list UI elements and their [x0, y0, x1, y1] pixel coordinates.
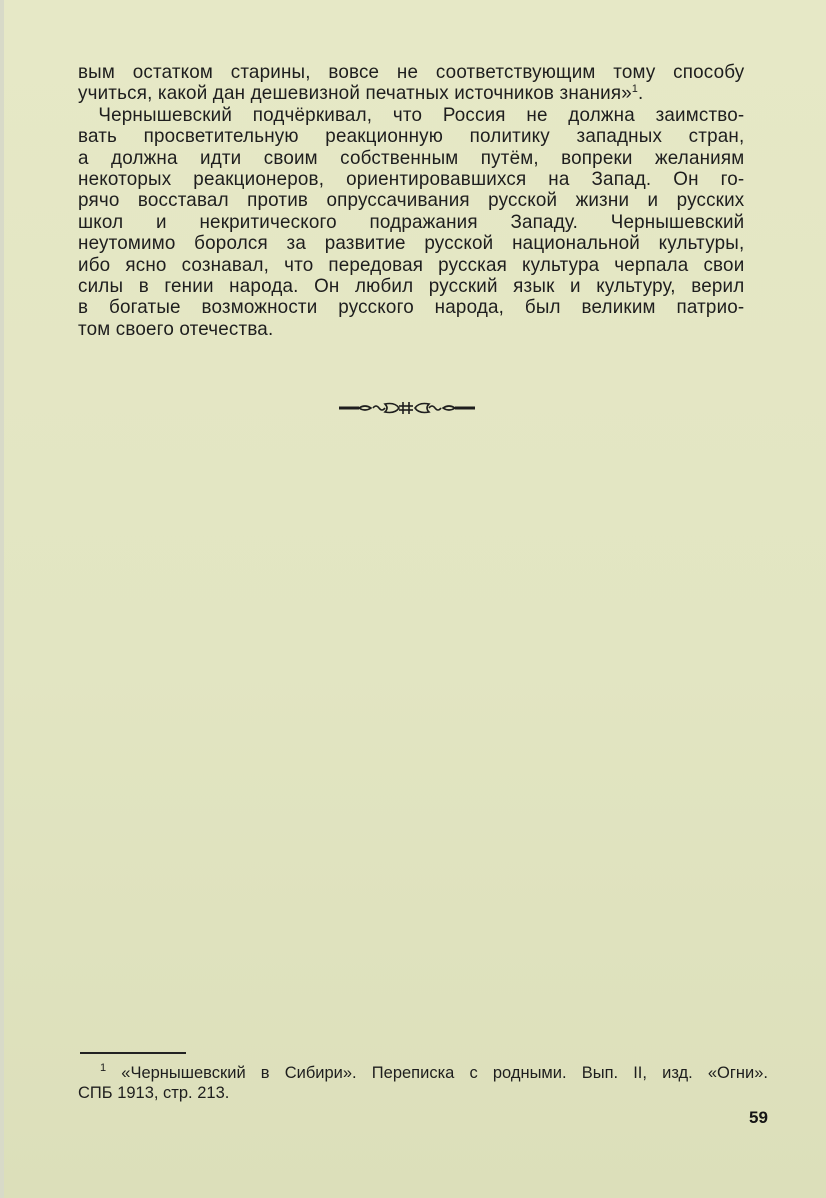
text-line: том своего отечества.	[78, 317, 274, 340]
footnote-line: СПБ 1913, стр. 213.	[78, 1083, 230, 1102]
page-number: 59	[749, 1108, 768, 1127]
text-line: вым остатком старины, вовсе не соответствующим тому способу	[78, 61, 745, 83]
footnote-reference[interactable]: 1	[631, 83, 639, 96]
footnote-line	[78, 1064, 768, 1084]
footnote	[78, 1064, 768, 1103]
text-line: ибо ясно сознавал, что передовая русская культура черпала свои	[78, 253, 745, 276]
text-line: а должна идти своим собственным путём, вопреки желаниям	[78, 146, 745, 169]
text-line: в богатые возможности русского народа, был великим патрио-	[78, 296, 745, 319]
paragraph-start-line: Чернышевский подчёркивал, что Россия не должна заимство-	[98, 103, 745, 126]
text-line: рячо восставал против опруссачивания русской жизни и русских	[78, 189, 745, 212]
footnote-separator	[80, 1052, 186, 1054]
text-line: учиться, какой дан дешевизной печатных источников знания»	[78, 82, 632, 105]
ornament-divider-icon	[337, 400, 477, 416]
text-line-with-footnote-ref	[78, 83, 744, 104]
punctuation: .	[638, 82, 644, 105]
text-line: неутомимо боролся за развитие русской национальной культуры,	[78, 232, 745, 255]
main-text	[78, 62, 744, 340]
text-line: вать просветительную реакционную политику западных стран,	[78, 125, 745, 148]
text-line: силы в гении народа. Он любил русский язык и культуру, верил	[78, 274, 745, 297]
text-line: школ и некритического подражания Западу. Чернышевский	[78, 210, 745, 233]
footnote-text: «Чернышевский в Сибири». Переписка с родными. Вып. II, изд. «Огни».	[121, 1064, 768, 1082]
text-line: некоторых реакционеров, ориентировавшихся на Запад. Он го-	[78, 167, 745, 190]
page-edge	[0, 0, 4, 1198]
footnote-marker: 1	[100, 1062, 107, 1074]
